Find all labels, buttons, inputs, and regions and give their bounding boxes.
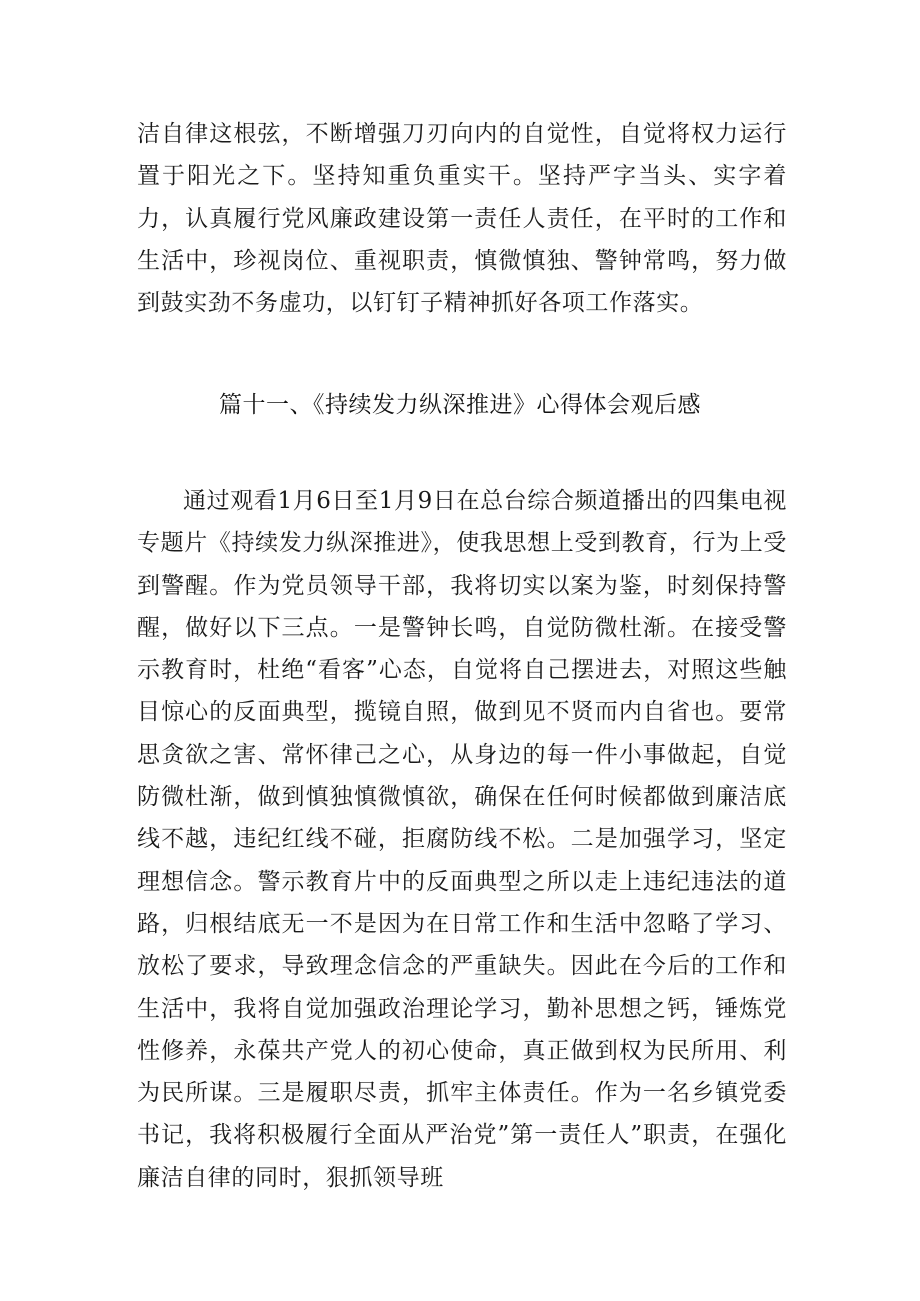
body-paragraph: 通过观看1月6日至1月9日在总台综合频道播出的四集电视专题片《持续发力纵深推进》，使我思想上受到教育，行为上受到警醒。作为党员领导干部，我将切实以案为鉴，时刻保持警醒，做好以下三点。一是警钟长鸣，自觉防微杜渐。在接受警示教育时，杜绝“看客”心态，自觉将自己摆进去，对照这些触目惊心的反面典型，揽镜自照，做到见不贤而内自省也。要常思贪欲之害、常怀律己之心，从身边的每一件小事做起，自觉防微杜渐，做到慎独慎微慎欲，确保在任何时候都做到廉洁底线不越，违纪红线不碰，拒腐防线不松。二是加强学习，坚定理想信念。警示教育片中的反面典型之所以走上违纪违法的道路，归根结底无一不是因为在日常工作和生活中忽略了学习、放松了要求，导致理念信念的严重缺失。因此在今后的工作和生活中，我将自觉加强政治理论学习，勤补思想之钙，锤炼党性修养，永葆共产党人的初心使命，真正做到权为民所用、利为民所谋。三是履职尽责，抓牢主体责任。作为一名乡镇党委书记，我将积极履行全面从严治党”第一责任人”职责，在强化廉洁自律的同时，狠抓领导班 <box>137 488 787 1191</box>
continuation-paragraph: 洁自律这根弦，不断增强刀刃向内的自觉性，自觉将权力运行置于阳光之下。坚持知重负重实干。坚持严字当头、实字着力，认真履行党风廉政建设第一责任人责任，在平时的工作和生活中，珍视岗位、重视职责，慎微慎独、警钟常鸣，努力做到鼓实劲不务虚功，以钉钉子精神抓好各项工作落实。 <box>137 121 787 317</box>
section-title: 篇十一、《持续发力纵深推进》心得体会观后感 <box>219 392 701 418</box>
